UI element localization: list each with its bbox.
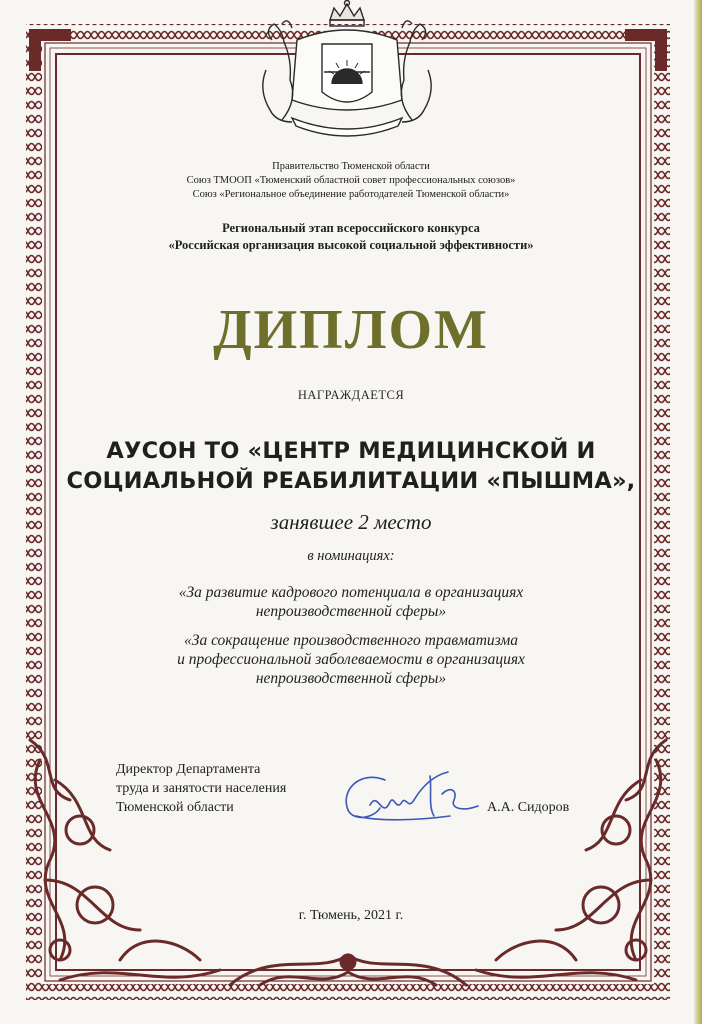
contest-line-1: Региональный этап всероссийского конкурса: [222, 221, 480, 235]
nomination-1-line-2: непроизводственной сферы»: [255, 603, 447, 620]
place-text: занявшее 2 место: [270, 510, 432, 534]
recipient-line-1: АУСОН ТО «ЦЕНТР МЕДИЦИНСКОЙ И: [106, 438, 596, 464]
handwritten-signature: [330, 760, 490, 835]
nominations-intro: в номинациях:: [307, 548, 395, 564]
signatory-name: А.А. Сидоров: [487, 800, 570, 815]
signatory-title-line-1: Директор Департамента: [116, 762, 261, 777]
issuer-line-2: Союз ТМООП «Тюменский областной совет профессиональных союзов»: [186, 175, 516, 186]
issuer-line-1: Правительство Тюменской области: [272, 161, 430, 172]
signatory-title-line-2: труда и занятости населения: [116, 781, 287, 796]
diploma-title: ДИПЛОМ: [213, 299, 489, 361]
signatory-title-line-3: Тюменской области: [116, 800, 234, 815]
nomination-2-line-1: «За сокращение производственного травматизма: [184, 632, 518, 649]
nomination-2-line-3: непроизводственной сферы»: [255, 670, 447, 687]
issuer-line-3: Союз «Региональное объединение работодателей Тюменской области»: [192, 189, 510, 200]
place-date: г. Тюмень, 2021 г.: [298, 908, 404, 923]
tyumen-coat-of-arms-icon: [252, 0, 442, 142]
contest-line-2: «Российская организация высокой социальной эффективности»: [168, 238, 534, 252]
nomination-2-line-2: и профессиональной заболеваемости в организациях: [177, 651, 525, 668]
awarded-label: НАГРАЖДАЕТСЯ: [297, 388, 405, 402]
recipient-line-2: СОЦИАЛЬНОЙ РЕАБИЛИТАЦИИ «ПЫШМА»,: [66, 468, 636, 494]
nomination-1-line-1: «За развитие кадрового потенциала в организациях: [178, 584, 524, 601]
